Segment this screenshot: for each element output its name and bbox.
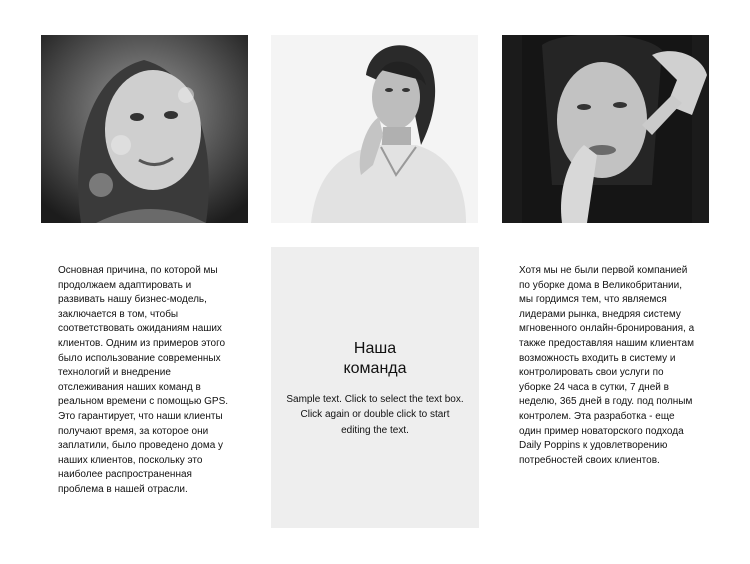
team-photo-2 [271,35,478,223]
left-text-block: Основная причина, по которой мы продолжаем адаптировать и развивать нашу бизнес-модель, заключается в том, чтобы соответствовать ожиданиям наших клиентов. Одним из примеров этого было использование современных технологий и внедрение отслеживания наших команд в реальном времени с помощью GPS. Это гарантирует, что наши клиенты получают время, за которое они заплатили, было проведено дома у наших клиентов, поскольку это наиболее распространенная проблема в нашей отрасли. [58,265,229,495]
team-title-card [271,247,479,528]
team-heading: Наша команда [343,340,407,377]
sample-text[interactable]: Sample text. Click to select the text box. Click again or double click to start editing the text. [286,394,464,436]
team-photo-3 [502,35,709,223]
right-text-block: Хотя мы не были первой компанией по уборке дома в Великобритании, мы гордимся тем, что являемся лидерами рынка, внедряя систему мгновенного онлайн-бронирования, а также предоставляя нашим клиентам возможность входить в систему и контролировать свои услуги по уборке 24 часа в сутки, 7 дней в неделю, 365 дней в году. под полным контролем. Эта разработка - еще один пример новаторского подхода Daily Poppins к удовлетворению потребностей своих клиентов. [519,265,695,466]
team-photo-1 [41,35,248,223]
